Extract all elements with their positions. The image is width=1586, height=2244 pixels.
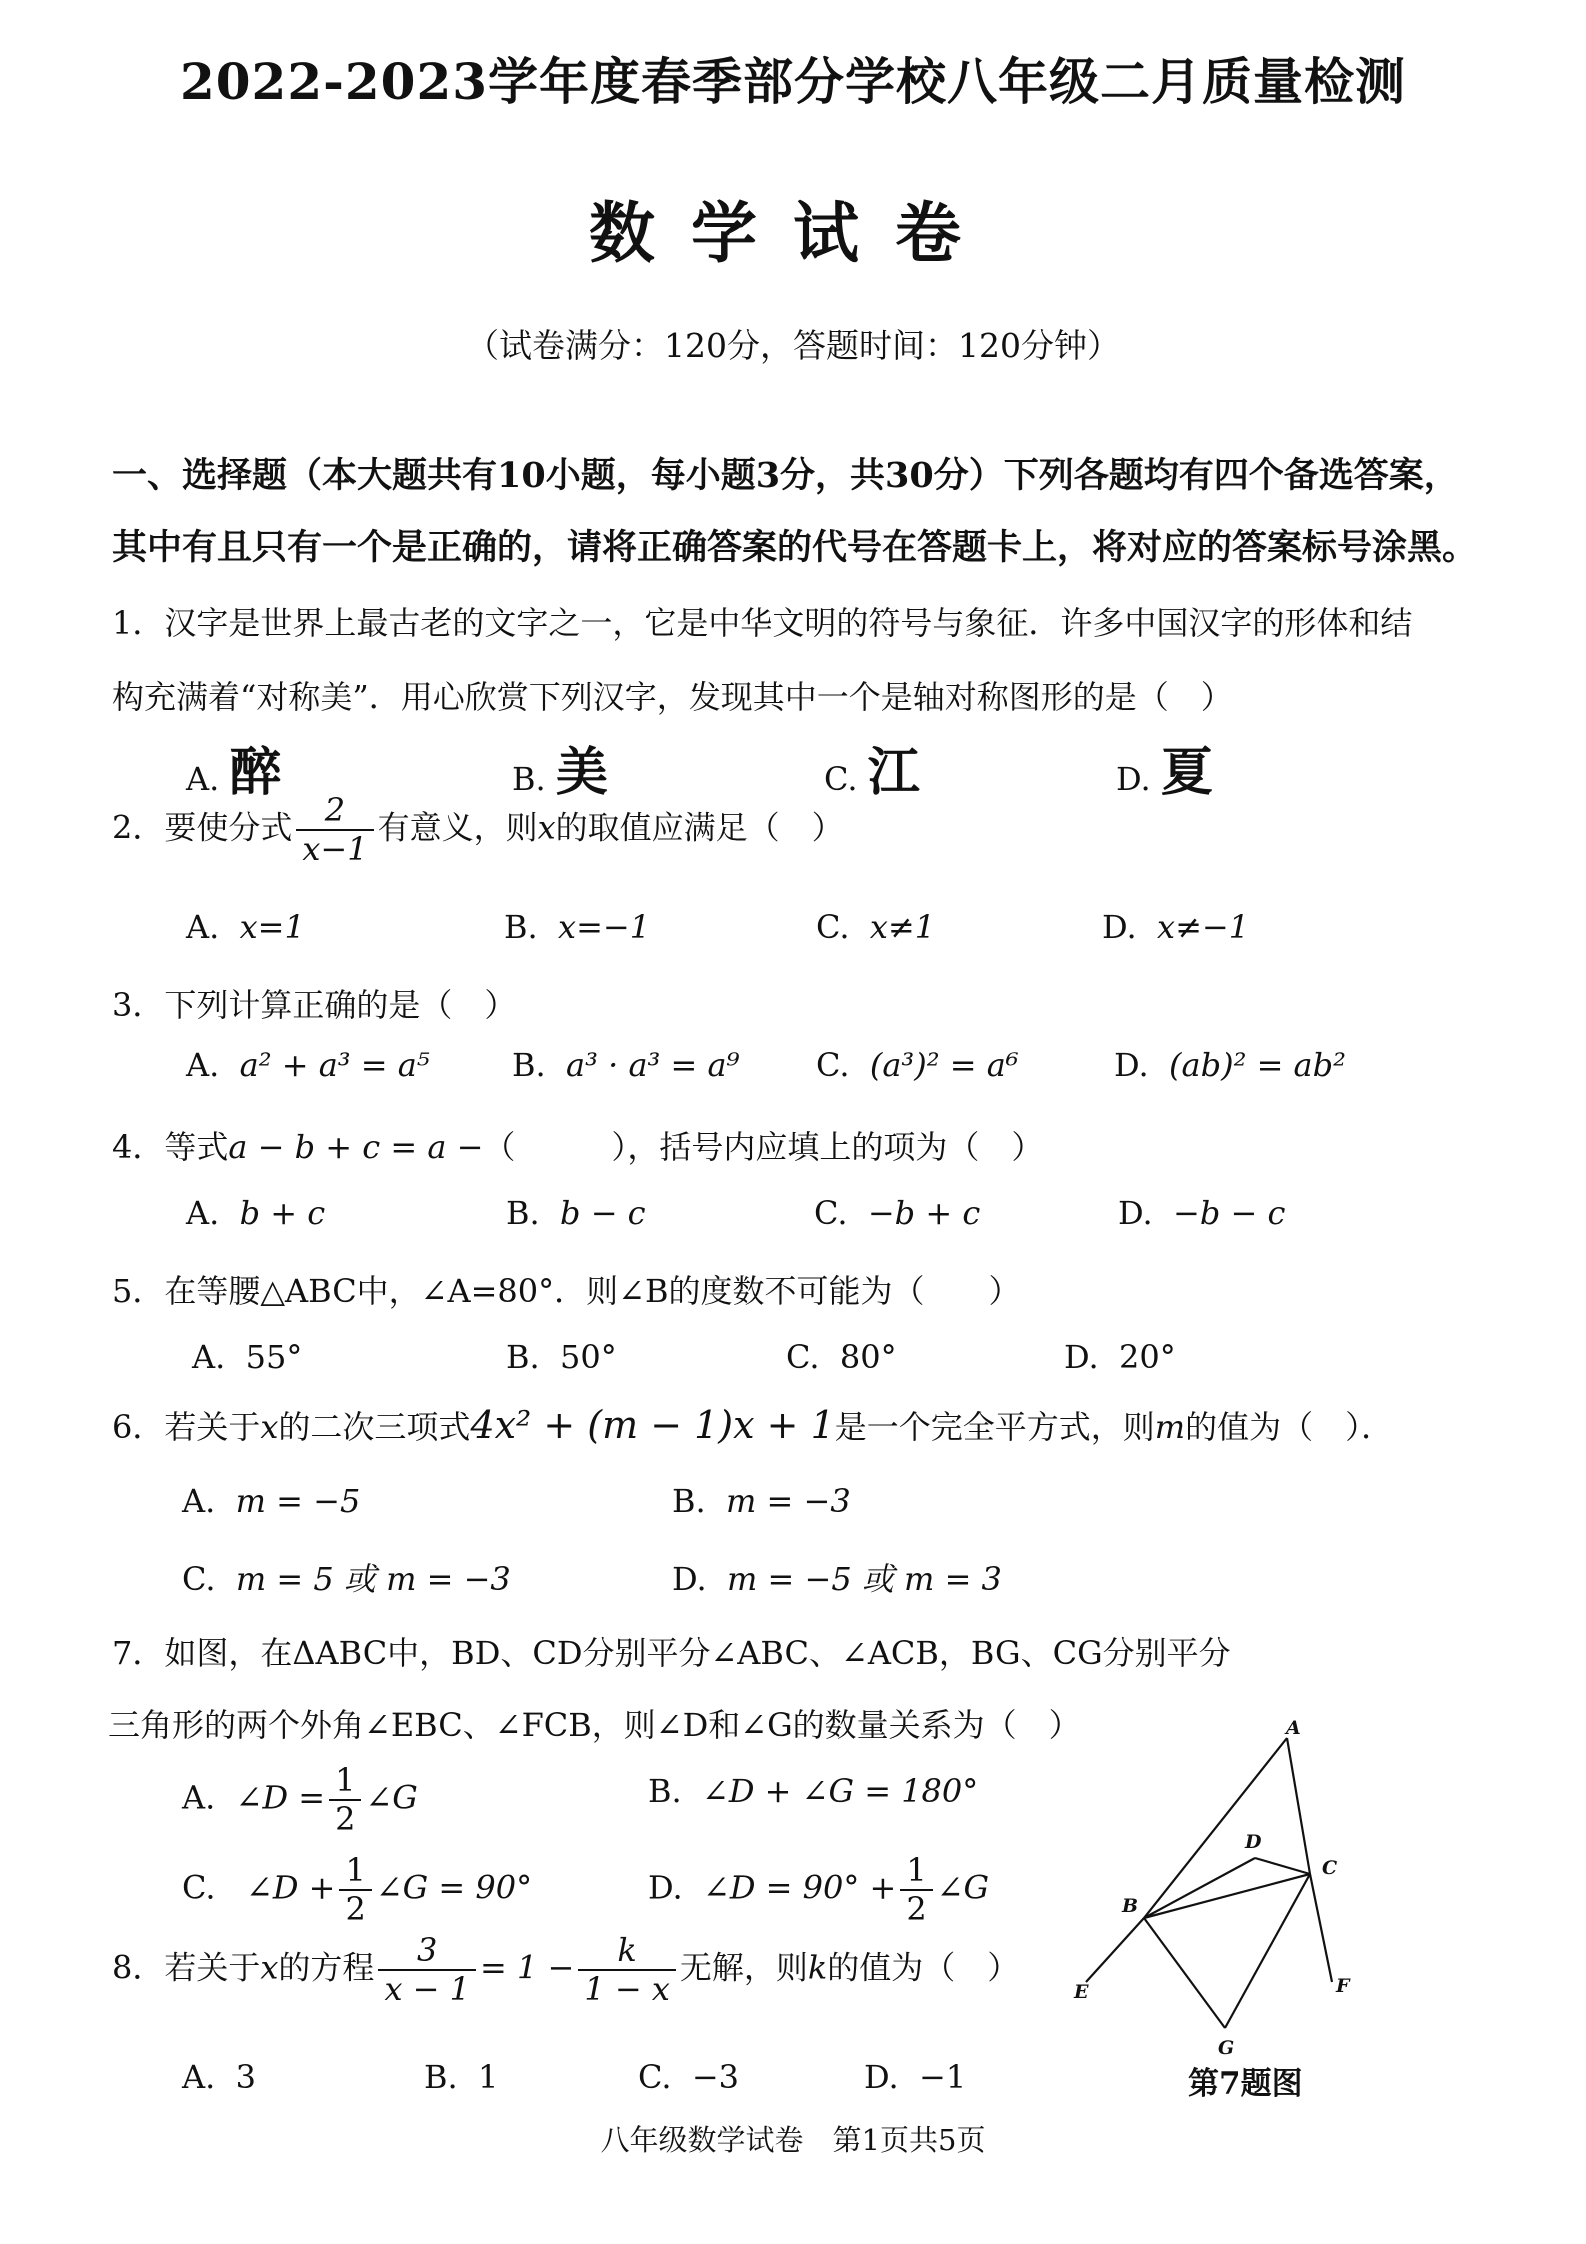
q7-line2: 三角形的两个外角∠EBC、∠FCB，则∠D和∠G的数量关系为（ ） bbox=[108, 1706, 1081, 1744]
q1-option-b: B. 美 bbox=[512, 743, 608, 803]
label-f: F bbox=[1336, 1975, 1350, 1997]
q6-option-d: D. m = −5 或 m = 3 bbox=[672, 1560, 1002, 1598]
q8-fraction-left: $\frac{3}{x - 1}$ bbox=[378, 1932, 476, 2008]
q4-option-d: D. −b − c bbox=[1118, 1194, 1286, 1232]
section-heading-line1: 一、选择题（本大题共有10小题，每小题3分，共30分）下列各题均有四个备选答案， bbox=[112, 455, 1459, 496]
q4-option-a: A. b + c bbox=[186, 1194, 326, 1232]
q3-option-a: A. a² + a³ = a⁵ bbox=[186, 1046, 430, 1084]
page-footer: 八年级数学试卷 第1页共5页 bbox=[600, 2123, 986, 2157]
q1-line2: 构充满着“对称美”．用心欣赏下列汉字，发现其中一个是轴对称图形的是（ ） bbox=[112, 678, 1233, 716]
q7-line1: 7．如图，在ΔABC中，BD、CD分别平分∠ABC、∠ACB，BG、CG分别平分 bbox=[112, 1634, 1231, 1672]
q2-option-a: A. x=1 bbox=[186, 908, 305, 946]
q2-fraction: $\frac{2}{x-1}$ bbox=[296, 792, 373, 868]
q8-option-d: D. −1 bbox=[864, 2058, 967, 2096]
line-bc bbox=[1144, 1874, 1310, 1918]
q6-option-c: C. m = 5 或 m = −3 bbox=[182, 1560, 511, 1598]
q5-option-d: D. 20° bbox=[1064, 1338, 1176, 1376]
q7-triangle-figure bbox=[1060, 1717, 1390, 2060]
label-g: G bbox=[1218, 2037, 1235, 2059]
line-dc bbox=[1255, 1858, 1310, 1874]
label-b: B bbox=[1122, 1895, 1139, 1917]
q5-option-c: C. 80° bbox=[786, 1338, 897, 1376]
line-ac bbox=[1287, 1738, 1310, 1874]
q3-stem: 3．下列计算正确的是（ ） bbox=[112, 986, 517, 1024]
q8-stem: 8．若关于x的方程 $\frac{3}{x - 1}$ = 1 − $\frac{k}{1 - x}$ 无解，则k的值为（ ） bbox=[112, 1931, 1020, 2008]
q2-option-c: C. x≠1 bbox=[816, 908, 936, 946]
q5-stem: 5．在等腰△ABC中，∠A=80°．则∠B的度数不可能为（ ） bbox=[112, 1272, 1021, 1310]
q2-option-d: D. x≠−1 bbox=[1102, 908, 1250, 946]
figure-lines bbox=[1086, 1738, 1332, 2028]
exam-title: 2022-2023学年度春季部分学校八年级二月质量检测 bbox=[179, 52, 1407, 111]
q8-option-b: B. 1 bbox=[424, 2058, 499, 2096]
q5-option-a: A. 55° bbox=[192, 1338, 303, 1376]
q3-option-d: D. (ab)² = ab² bbox=[1114, 1046, 1346, 1084]
q6-option-b: B. m = −3 bbox=[672, 1482, 851, 1520]
q8-option-c: C. −3 bbox=[638, 2058, 740, 2096]
line-bd bbox=[1144, 1858, 1255, 1918]
label-a: A bbox=[1286, 1717, 1301, 1739]
line-cf bbox=[1310, 1874, 1332, 1982]
q2-option-b: B. x=−1 bbox=[504, 908, 651, 946]
q1-option-d: D. 夏 bbox=[1116, 743, 1213, 803]
section-heading-line2: 其中有且只有一个是正确的，请将正确答案的代号在答题卡上，将对应的答案标号涂黑。 bbox=[112, 527, 1478, 568]
q7-option-c: C. ∠D + $\frac{1}{2}$ ∠G = 90° bbox=[182, 1851, 533, 1928]
line-gc bbox=[1225, 1874, 1310, 2028]
q5-option-b: B. 50° bbox=[506, 1338, 617, 1376]
q3-option-c: C. (a³)² = a⁶ bbox=[816, 1046, 1019, 1084]
q1-option-a: A. 醉 bbox=[186, 743, 282, 803]
q8-option-a: A. 3 bbox=[182, 2058, 256, 2096]
q2-stem: 2．要使分式 $\frac{2}{x-1}$ 有意义，则x的取值应满足（ ） bbox=[112, 791, 844, 868]
q8-fraction-right: $\frac{k}{1 - x}$ bbox=[578, 1932, 676, 2008]
q6-option-a: A. m = −5 bbox=[182, 1482, 361, 1520]
q3-option-b: B. a³ · a³ = a⁹ bbox=[512, 1046, 740, 1084]
q7-option-b: B. ∠D + ∠G = 180° bbox=[648, 1772, 979, 1810]
label-d: D bbox=[1245, 1831, 1262, 1853]
figure-caption: 第7题图 bbox=[1188, 2066, 1303, 2102]
q1-option-c: C. 江 bbox=[824, 743, 920, 803]
q7-option-d: D. ∠D = 90° + $\frac{1}{2}$ ∠G bbox=[648, 1851, 990, 1928]
label-c: C bbox=[1322, 1857, 1338, 1879]
line-ab-extended bbox=[1144, 1738, 1287, 1918]
exam-info: （试卷满分：120分，答题时间：120分钟） bbox=[466, 326, 1120, 365]
q4-option-c: C. −b + c bbox=[814, 1194, 981, 1232]
q7-option-a: A. ∠D = $\frac{1}{2}$ ∠G bbox=[182, 1761, 418, 1838]
q4-option-b: B. b − c bbox=[506, 1194, 646, 1232]
line-be bbox=[1086, 1918, 1144, 1982]
subject-title: 数学试卷 bbox=[589, 194, 997, 272]
q1-line1: 1．汉字是世界上最古老的文字之一，它是中华文明的符号与象征．许多中国汉字的形体和结 bbox=[112, 604, 1413, 642]
q6-stem: 6．若关于x的二次三项式4x² + (m − 1)x + 1是一个完全平方式，则m的值为（ ）． bbox=[112, 1403, 1394, 1447]
label-e: E bbox=[1074, 1981, 1089, 2003]
line-bg bbox=[1144, 1918, 1225, 2028]
q4-stem: 4．等式a − b + c = a −（ ），括号内应填上的项为（ ） bbox=[112, 1128, 1044, 1166]
